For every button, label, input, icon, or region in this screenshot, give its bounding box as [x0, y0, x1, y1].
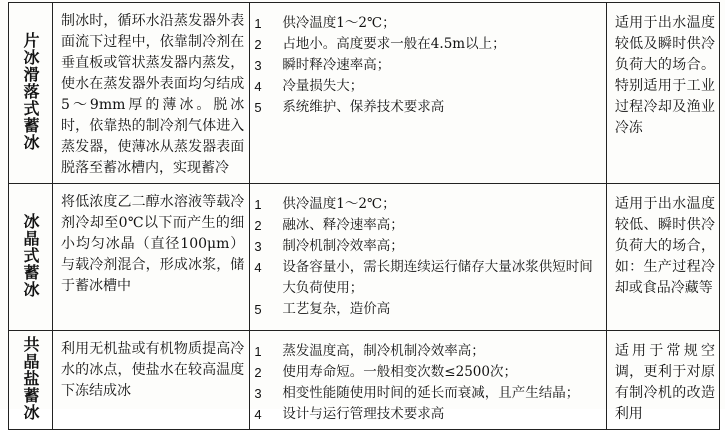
item-text: 供冷温度1～2℃；: [282, 15, 396, 31]
features-cell: [250, 3, 607, 184]
application-text: 适用于出水温度较低、瞬时供冷负荷大的场合，如：生产过程冷却或食品冷藏等: [614, 196, 715, 296]
item-text: 冷量损失大；: [282, 78, 364, 94]
item-text: 设备容量小，需长期连续运行储存大量冰浆供短时间大负荷使用；: [282, 259, 593, 296]
table-row: [9, 184, 720, 331]
item-text: 工艺复杂，造价高: [282, 301, 391, 317]
description-text: 将低浓度乙二醇水溶液等载冷剂冷却至0℃以下而产生的细小均匀冰晶（直径100μm）与载冷剂混合，形成冰浆，储于蓄冰槽中: [61, 194, 245, 294]
item-number: 3: [254, 58, 262, 73]
row-name: 共晶盐蓄冰: [21, 335, 41, 421]
description-cell: [53, 331, 250, 430]
description-text: 制冰时，循环水沿蒸发器外表面流下过程中，依靠制冷剂在垂直板或管状蒸发器内蒸发，使水在蒸发器外表面均匀结成5～9mm厚的薄冰。脱冰时，依靠热的制冷剂气体进入蒸发器，使薄冰从蒸发器表面脱落至蓄冰槽内，实现蓄冷: [61, 13, 245, 176]
row-name-cell: [9, 331, 53, 430]
list-item: [250, 383, 602, 404]
item-text: 相变性能随使用时间的延长而衰减，且产生结晶；: [282, 385, 580, 401]
item-text: 瞬时释冷速率高；: [282, 57, 391, 73]
item-number: 1: [254, 344, 262, 359]
list-item: [250, 362, 602, 383]
application-cell: [606, 184, 719, 331]
item-number: 1: [254, 16, 262, 31]
item-text: 融冰、释冷速率高；: [282, 217, 404, 233]
features-cell: [250, 331, 607, 430]
description-text: 利用无机盐或有机物质提高冷水的冰点，使盐水在较高温度下冻结成冰: [61, 341, 245, 399]
item-text: 制冷机制冷效率高；: [282, 238, 404, 254]
item-text: 设计与运行管理技术要求高: [282, 406, 445, 422]
item-number: 2: [254, 365, 262, 380]
features-list: [250, 331, 606, 429]
features-cell: [250, 184, 607, 331]
item-number: 5: [254, 302, 262, 317]
item-number: 3: [254, 386, 262, 401]
list-item: [250, 13, 602, 34]
application-cell: [606, 331, 719, 430]
features-list: [250, 3, 606, 122]
item-text: 蒸发温度高，制冷机制冷效率高；: [282, 343, 485, 359]
list-item: [250, 299, 602, 320]
item-text: 占地小。高度要求一般在4.5m以上；: [282, 36, 506, 52]
description-cell: [53, 3, 250, 184]
row-name: 冰晶式蓄冰: [21, 212, 41, 298]
list-item: [250, 76, 602, 97]
item-number: 4: [254, 260, 262, 275]
features-list: [250, 184, 606, 324]
list-item: [250, 236, 602, 257]
list-item: [250, 257, 602, 299]
list-item: [250, 97, 602, 118]
list-item: [250, 404, 602, 425]
item-number: 4: [254, 79, 262, 94]
application-text: 适用于常规空调，更利于对原有制冷机的改造利用: [614, 343, 715, 422]
application-cell: [606, 3, 719, 184]
ice-storage-table: [8, 2, 720, 430]
item-number: 5: [254, 100, 262, 115]
item-number: 2: [254, 218, 262, 233]
list-item: [250, 34, 602, 55]
item-text: 使用寿命短。一般相变次数≤2500次；: [282, 364, 517, 380]
item-number: 1: [254, 197, 262, 212]
item-text: 供冷温度1～2℃；: [282, 196, 396, 212]
row-name-cell: [9, 184, 53, 331]
row-name: 片冰滑落式蓄冰: [21, 31, 41, 151]
list-item: [250, 215, 602, 236]
list-item: [250, 55, 602, 76]
list-item: [250, 194, 602, 215]
item-number: 4: [254, 407, 262, 422]
row-name-cell: [9, 3, 53, 184]
item-text: 系统维护、保养技术要求高: [282, 99, 445, 115]
item-number: 3: [254, 239, 262, 254]
description-cell: [53, 184, 250, 331]
list-item: [250, 341, 602, 362]
table-row: [9, 3, 720, 184]
item-number: 2: [254, 37, 262, 52]
application-text: 适用于出水温度较低及瞬时供冷负荷大的场合。特别适用于工业过程冷却及渔业冷冻: [614, 15, 715, 136]
table-row: [9, 331, 720, 430]
